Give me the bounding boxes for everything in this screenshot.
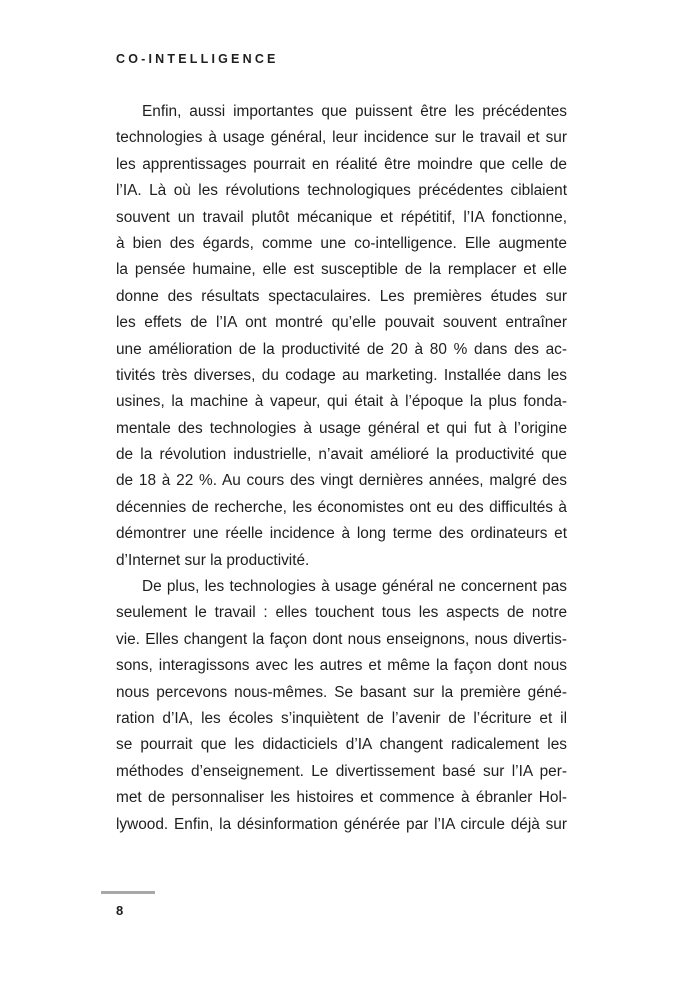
footer-rule (101, 891, 155, 894)
body-text (116, 99, 567, 838)
text-line: les effets de l’IA ont montré qu’elle pouvait souvent entraîner (116, 314, 567, 332)
text-line: une amélioration de la productivité de 20 à 80 % dans des ac- (116, 340, 567, 358)
text-line: mentale des technologies à usage général et qui fut à l’origine (116, 419, 567, 437)
text-line: tivités très diverses, du codage au marketing. Installée dans les (116, 366, 567, 384)
text-line: méthodes d’enseignement. Le divertissement basé sur l’IA per- (116, 762, 567, 780)
text-line: nous percevons nous-mêmes. Se basant sur la première géné- (116, 683, 567, 701)
paragraph-2 (116, 574, 567, 838)
text-line: la pensée humaine, elle est susceptible de la remplacer et elle (116, 261, 567, 279)
text-line: donne des résultats spectaculaires. Les premières études sur (116, 287, 567, 305)
paragraph-1 (116, 99, 567, 574)
text-line: de la révolution industrielle, n’avait amélioré la productivité que (116, 446, 567, 464)
text-line: l’IA. Là où les révolutions technologiques précédentes ciblaient (116, 182, 567, 200)
text-line: souvent un travail plutôt mécanique et répétitif, l’IA fonctionne, (116, 208, 567, 226)
text-line: démontrer une réelle incidence à long terme des ordinateurs et (116, 525, 567, 543)
text-line: à bien des égards, comme une co-intelligence. Elle augmente (116, 234, 567, 252)
text-line: de 18 à 22 %. Au cours des vingt dernières années, malgré des (116, 472, 567, 490)
text-line: seulement le travail : elles touchent tous les aspects de notre (116, 604, 567, 622)
text-line: met de personnaliser les histoires et commence à ébranler Hol- (116, 789, 567, 807)
text-line: lywood. Enfin, la désinformation générée par l’IA circule déjà sur (116, 815, 567, 833)
text-line: ration d’IA, les écoles s’inquiètent de l’avenir de l’écriture et il (116, 709, 567, 727)
text-line: sons, interagissons avec les autres et même la façon dont nous (116, 657, 567, 675)
text-line: De plus, les technologies à usage général ne concernent pas (142, 578, 567, 596)
text-line: vie. Elles changent la façon dont nous enseignons, nous divertis- (116, 630, 567, 648)
text-line: les apprentissages pourrait en réalité être moindre que celle de (116, 155, 567, 173)
text-line: se pourrait que les didacticiels d’IA changent radicalement les (116, 736, 567, 754)
text-line: technologies à usage général, leur incidence sur le travail et sur (116, 129, 567, 147)
text-line: décennies de recherche, les économistes ont eu des difficultés à (116, 498, 567, 516)
text-line: usines, la machine à vapeur, qui était à l’époque la plus fonda- (116, 393, 567, 411)
text-line: d’Internet sur la productivité. (116, 551, 310, 569)
text-line: Enfin, aussi importantes que puissent être les précédentes (142, 103, 567, 120)
page-number: 8 (116, 903, 124, 918)
running-head: CO-INTELLIGENCE (116, 52, 279, 66)
